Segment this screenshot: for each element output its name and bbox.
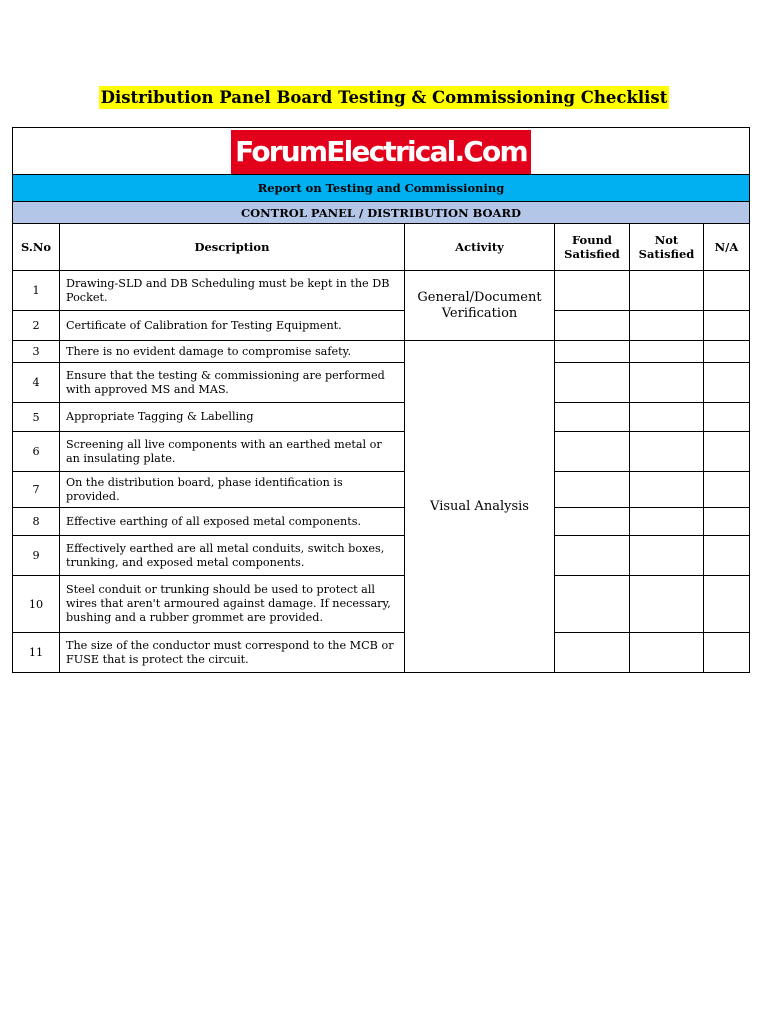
header-description: Description bbox=[60, 224, 405, 271]
table-row bbox=[13, 508, 750, 536]
logo-row bbox=[13, 128, 750, 175]
report-title: Report on Testing and Commissioning bbox=[13, 175, 750, 202]
table-row bbox=[13, 633, 750, 673]
row-description: Drawing-SLD and DB Scheduling must be kept in the DB Pocket. bbox=[60, 271, 405, 311]
not-satisfied-cell[interactable] bbox=[630, 363, 704, 403]
row-number: 6 bbox=[13, 432, 60, 472]
found-satisfied-cell[interactable] bbox=[555, 576, 630, 633]
not-satisfied-cell[interactable] bbox=[630, 403, 704, 432]
row-description: Steel conduit or trunking should be used to protect all wires that aren't armoured against damage. If necessary, bushing and a rubber grommet are provided. bbox=[60, 576, 405, 633]
row-description: The size of the conductor must correspond to the MCB or FUSE that is protect the circuit. bbox=[60, 633, 405, 673]
document-title-wrap bbox=[0, 86, 768, 109]
header-not-satisfied: Not Satisfied bbox=[630, 224, 704, 271]
table-row bbox=[13, 271, 750, 311]
row-number: 9 bbox=[13, 536, 60, 576]
table-row bbox=[13, 311, 750, 341]
row-description: Effective earthing of all exposed metal components. bbox=[60, 508, 405, 536]
row-description: On the distribution board, phase identification is provided. bbox=[60, 472, 405, 508]
found-satisfied-cell[interactable] bbox=[555, 432, 630, 472]
header-na: N/A bbox=[704, 224, 750, 271]
na-cell[interactable] bbox=[704, 311, 750, 341]
header-row bbox=[13, 224, 750, 271]
row-description: There is no evident damage to compromise safety. bbox=[60, 341, 405, 363]
na-cell[interactable] bbox=[704, 536, 750, 576]
na-cell[interactable] bbox=[704, 403, 750, 432]
na-cell[interactable] bbox=[704, 576, 750, 633]
row-description: Certificate of Calibration for Testing Equipment. bbox=[60, 311, 405, 341]
header-sno: S.No bbox=[13, 224, 60, 271]
found-satisfied-cell[interactable] bbox=[555, 271, 630, 311]
table-row bbox=[13, 472, 750, 508]
table-row bbox=[13, 536, 750, 576]
not-satisfied-cell[interactable] bbox=[630, 341, 704, 363]
found-satisfied-cell[interactable] bbox=[555, 311, 630, 341]
row-number: 10 bbox=[13, 576, 60, 633]
found-satisfied-cell[interactable] bbox=[555, 536, 630, 576]
found-satisfied-cell[interactable] bbox=[555, 472, 630, 508]
not-satisfied-cell[interactable] bbox=[630, 508, 704, 536]
report-row bbox=[13, 175, 750, 202]
row-number: 8 bbox=[13, 508, 60, 536]
row-description: Effectively earthed are all metal conduits, switch boxes, trunking, and exposed metal components. bbox=[60, 536, 405, 576]
table-row bbox=[13, 363, 750, 403]
na-cell[interactable] bbox=[704, 633, 750, 673]
na-cell[interactable] bbox=[704, 271, 750, 311]
na-cell[interactable] bbox=[704, 363, 750, 403]
row-number: 3 bbox=[13, 341, 60, 363]
section-title: CONTROL PANEL / DISTRIBUTION BOARD bbox=[13, 202, 750, 224]
header-activity: Activity bbox=[405, 224, 555, 271]
found-satisfied-cell[interactable] bbox=[555, 341, 630, 363]
table-row bbox=[13, 341, 750, 363]
activity-general-verification: General/Document Verification bbox=[405, 271, 555, 341]
table-row bbox=[13, 576, 750, 633]
table-row bbox=[13, 432, 750, 472]
not-satisfied-cell[interactable] bbox=[630, 576, 704, 633]
found-satisfied-cell[interactable] bbox=[555, 508, 630, 536]
row-number: 5 bbox=[13, 403, 60, 432]
checklist-table bbox=[12, 127, 750, 673]
logo-cell bbox=[13, 128, 750, 175]
row-number: 1 bbox=[13, 271, 60, 311]
activity-visual-analysis: Visual Analysis bbox=[405, 341, 555, 673]
row-number: 11 bbox=[13, 633, 60, 673]
na-cell[interactable] bbox=[704, 472, 750, 508]
not-satisfied-cell[interactable] bbox=[630, 271, 704, 311]
na-cell[interactable] bbox=[704, 508, 750, 536]
row-description: Ensure that the testing & commissioning are performed with approved MS and MAS. bbox=[60, 363, 405, 403]
na-cell[interactable] bbox=[704, 432, 750, 472]
found-satisfied-cell[interactable] bbox=[555, 363, 630, 403]
header-found-satisfied: Found Satisfied bbox=[555, 224, 630, 271]
not-satisfied-cell[interactable] bbox=[630, 472, 704, 508]
not-satisfied-cell[interactable] bbox=[630, 536, 704, 576]
row-number: 7 bbox=[13, 472, 60, 508]
row-description: Screening all live components with an earthed metal or an insulating plate. bbox=[60, 432, 405, 472]
not-satisfied-cell[interactable] bbox=[630, 633, 704, 673]
row-description: Appropriate Tagging & Labelling bbox=[60, 403, 405, 432]
document-title: Distribution Panel Board Testing & Commissioning Checklist bbox=[100, 88, 668, 107]
row-number: 4 bbox=[13, 363, 60, 403]
found-satisfied-cell[interactable] bbox=[555, 403, 630, 432]
forumelectrical-logo: ForumElectrical.Com bbox=[231, 130, 531, 174]
found-satisfied-cell[interactable] bbox=[555, 633, 630, 673]
not-satisfied-cell[interactable] bbox=[630, 432, 704, 472]
na-cell[interactable] bbox=[704, 341, 750, 363]
not-satisfied-cell[interactable] bbox=[630, 311, 704, 341]
table-row bbox=[13, 403, 750, 432]
section-row bbox=[13, 202, 750, 224]
row-number: 2 bbox=[13, 311, 60, 341]
